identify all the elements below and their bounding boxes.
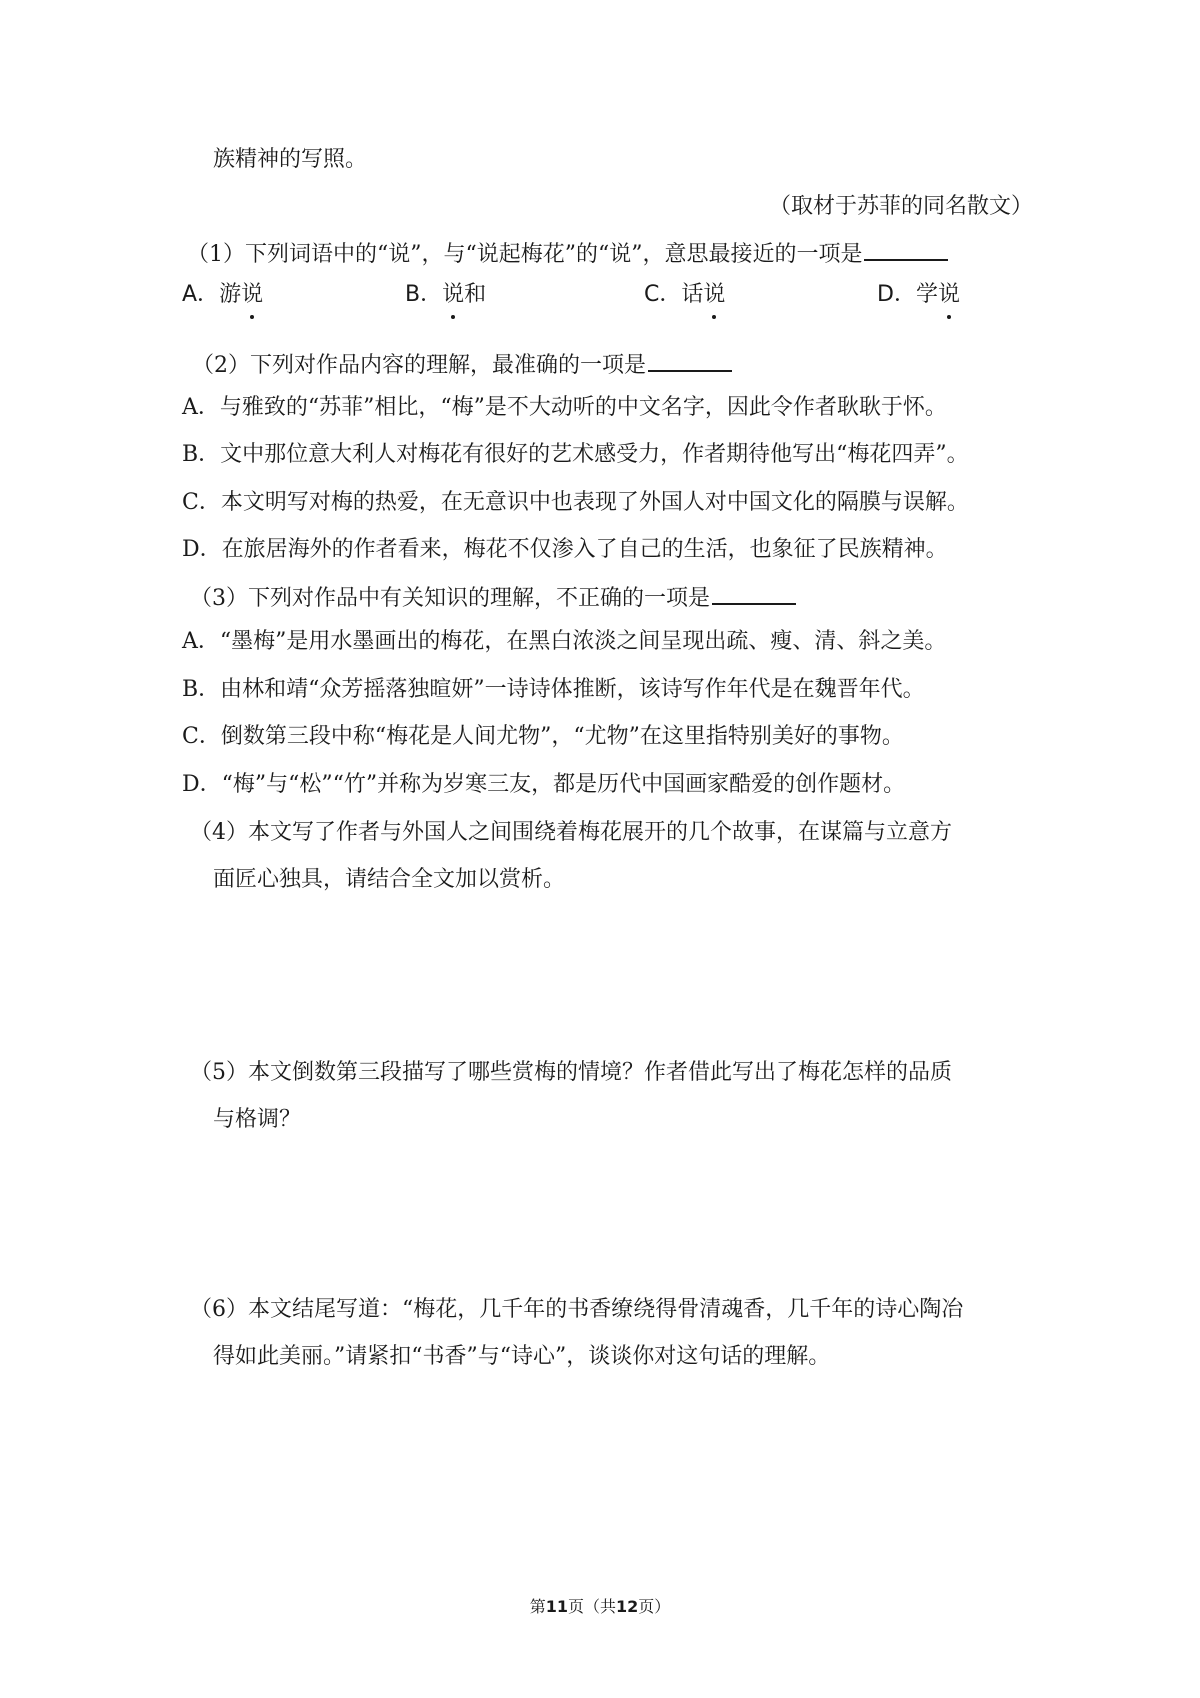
emphasis-dot-char: 说: [241, 280, 263, 310]
page-total: 12: [616, 1597, 639, 1616]
question-4-line-2: 面匠心独具，请结合全文加以赏析。: [213, 867, 566, 892]
q3-option-a[interactable]: A．“墨梅”是用水墨画出的梅花，在黑白浓淡之间呈现出疏、瘦、清、斜之美。: [182, 629, 947, 654]
answer-blank-1[interactable]: [864, 237, 948, 261]
question-3: [190, 581, 796, 614]
page-number: 11: [545, 1597, 568, 1616]
question-2: [192, 348, 732, 381]
q1-option-d[interactable]: D．学说: [877, 280, 960, 310]
question-1-options: [0, 280, 1200, 314]
passage-source: （取材于苏菲的同名散文）: [769, 194, 1034, 219]
q1-option-b[interactable]: B．说和: [405, 280, 486, 310]
q2-option-c[interactable]: C．本文明写对梅的热爱，在无意识中也表现了外国人对中国文化的隔膜与误解。: [182, 490, 969, 515]
question-5-line-2: 与格调？: [213, 1107, 302, 1132]
q1-option-c[interactable]: C．话说: [644, 280, 725, 310]
question-3-stem: （3）下列对作品中有关知识的理解，不正确的一项是: [190, 586, 710, 611]
q3-option-b[interactable]: B．由林和靖“众芳摇落独暄妍”一诗诗体推断，该诗写作年代是在魏晋年代。: [182, 677, 925, 702]
emphasis-dot-char: 说: [703, 280, 725, 310]
emphasis-dot-char: 说: [442, 280, 464, 310]
question-5-line-1: （5）本文倒数第三段描写了哪些赏梅的情境？作者借此写出了梅花怎样的品质: [190, 1060, 952, 1085]
page-footer: 第11页（共12页）: [529, 1597, 671, 1616]
q3-option-d[interactable]: D．“梅”与“松”“竹”并称为岁寒三友，都是历代中国画家酷爱的创作题材。: [182, 772, 906, 797]
q2-option-a[interactable]: A．与雅致的“苏菲”相比，“梅”是不大动听的中文名字，因此令作者耿耿于怀。: [182, 395, 947, 420]
question-1: [187, 237, 948, 270]
answer-space-6[interactable]: [190, 1382, 1020, 1562]
answer-space-5[interactable]: [190, 1145, 1020, 1285]
answer-space-4[interactable]: [190, 905, 1020, 1045]
question-4-line-1: （4）本文写了作者与外国人之间围绕着梅花展开的几个故事，在谋篇与立意方: [190, 820, 952, 845]
q1-option-a[interactable]: A．游说: [182, 280, 263, 310]
question-1-stem: （1）下列词语中的“说”，与“说起梅花”的“说”，意思最接近的一项是: [187, 242, 863, 267]
q3-option-c[interactable]: C．倒数第三段中称“梅花是人间尤物”，“尤物”在这里指特别美好的事物。: [182, 724, 904, 749]
answer-blank-2[interactable]: [648, 348, 732, 372]
question-6-line-2: 得如此美丽。”请紧扣“书香”与“诗心”，谈谈你对这句话的理解。: [213, 1344, 831, 1369]
passage-tail: 族精神的写照。: [213, 147, 368, 172]
answer-blank-3[interactable]: [712, 581, 796, 605]
emphasis-dot-char: 说: [938, 280, 960, 310]
q2-option-b[interactable]: B．文中那位意大利人对梅花有很好的艺术感受力，作者期待他写出“梅花四弄”。: [182, 442, 969, 467]
question-2-stem: （2）下列对作品内容的理解，最准确的一项是: [192, 353, 646, 378]
q2-option-d[interactable]: D．在旅居海外的作者看来，梅花不仅渗入了自己的生活，也象征了民族精神。: [182, 537, 948, 562]
question-6-line-1: （6）本文结尾写道：“梅花，几千年的书香缭绕得骨清魂香，几千年的诗心陶冶: [190, 1297, 964, 1322]
